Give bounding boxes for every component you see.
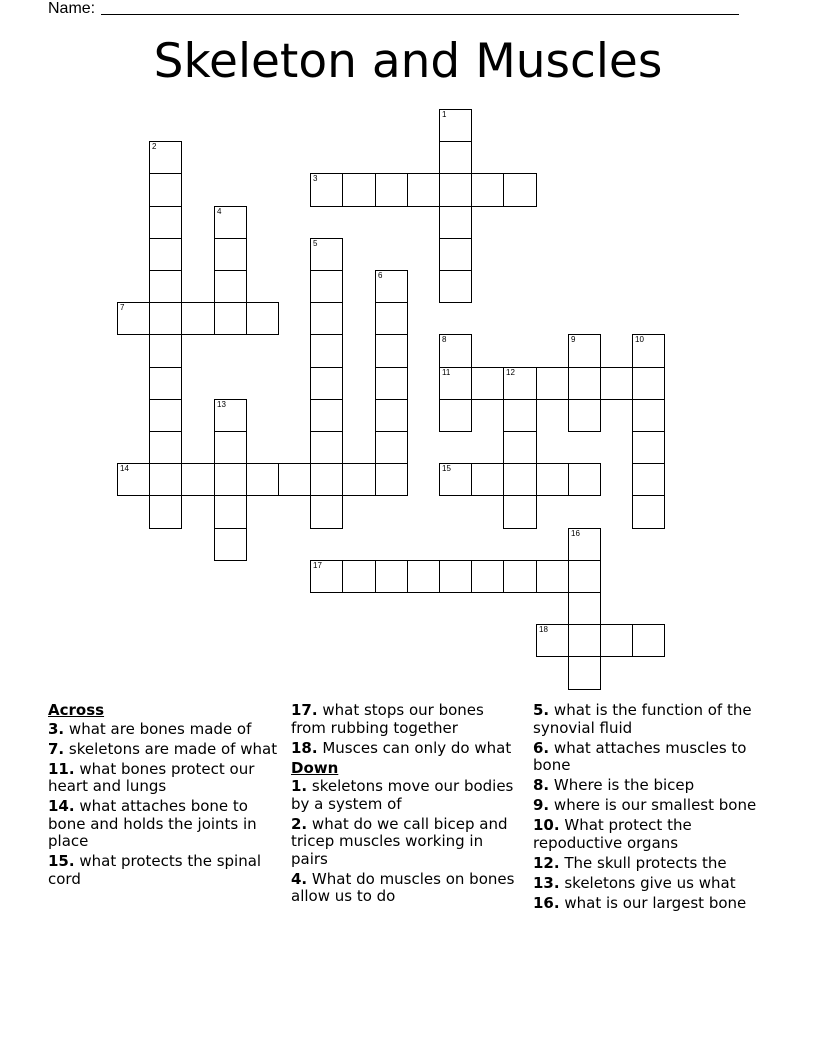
grid-cell[interactable]: [439, 463, 472, 496]
clue-down-12: 12. The skull protects the: [533, 853, 727, 872]
grid-cell[interactable]: [117, 463, 150, 496]
clue-down-5: 5. what is the function of the synovial fluid: [533, 701, 752, 737]
grid-cell[interactable]: [439, 399, 472, 432]
grid-cell[interactable]: [471, 463, 504, 496]
grid-cell[interactable]: [375, 270, 408, 303]
clue-across-11: 11. what bones protect our heart and lungs: [48, 759, 255, 795]
grid-cell[interactable]: [407, 560, 440, 593]
grid-cell[interactable]: [632, 367, 665, 400]
grid-cell[interactable]: [149, 431, 182, 464]
down-heading: Down: [291, 758, 339, 777]
grid-cell[interactable]: [503, 399, 537, 432]
grid-cell[interactable]: [149, 302, 182, 335]
grid-cell[interactable]: [471, 173, 504, 207]
clue-across-17: 17. what stops our bones from rubbing together: [291, 701, 484, 737]
grid-cell[interactable]: [214, 270, 247, 303]
grid-cell[interactable]: [310, 399, 343, 432]
clue-number: 2: [152, 142, 157, 151]
grid-cell[interactable]: [149, 238, 182, 271]
clue-number: 1: [442, 110, 447, 119]
grid-cell[interactable]: [214, 238, 247, 271]
grid-cell[interactable]: [439, 109, 472, 142]
grid-cell[interactable]: [503, 495, 537, 529]
grid-cell[interactable]: [632, 463, 665, 496]
grid-cell[interactable]: [117, 302, 150, 335]
grid-cell[interactable]: [149, 463, 182, 496]
clue-number: 11: [442, 368, 451, 377]
grid-cell[interactable]: [278, 463, 311, 496]
grid-cell[interactable]: [375, 560, 408, 593]
grid-cell[interactable]: [342, 173, 376, 207]
grid-cell[interactable]: [600, 624, 633, 657]
clue-number: 5: [313, 239, 318, 248]
clue-down-8: 8. Where is the bicep: [533, 776, 695, 794]
clue-down-9: 9. where is our smallest bone: [533, 796, 757, 814]
grid-cell[interactable]: [439, 206, 472, 239]
grid-cell[interactable]: [503, 463, 537, 496]
grid-cell[interactable]: [246, 463, 279, 496]
clue-across-3: 3. what are bones made of: [48, 719, 252, 738]
grid-cell[interactable]: [181, 463, 215, 496]
grid-cell[interactable]: [342, 463, 376, 496]
clue-column-3: [533, 702, 773, 915]
clue-across-14: 14. what attaches bone to bone and holds the joints in place: [48, 797, 257, 850]
grid-cell[interactable]: [439, 270, 472, 303]
clue-down-1: 1. skeletons move our bodies by a system of: [291, 777, 514, 813]
clue-column-2: [291, 702, 516, 908]
grid-cell[interactable]: [375, 463, 408, 496]
grid-cell[interactable]: [214, 528, 247, 561]
grid-cell[interactable]: [375, 173, 408, 207]
grid-cell[interactable]: [310, 238, 343, 271]
grid-cell[interactable]: [149, 270, 182, 303]
grid-cell[interactable]: [632, 334, 665, 368]
grid-cell[interactable]: [568, 367, 601, 400]
grid-cell[interactable]: [375, 334, 408, 368]
clue-number: 16: [571, 529, 580, 538]
grid-cell[interactable]: [375, 431, 408, 464]
grid-cell[interactable]: [503, 560, 537, 593]
grid-cell[interactable]: [568, 399, 601, 432]
grid-cell[interactable]: [310, 173, 343, 207]
grid-cell[interactable]: [632, 624, 665, 657]
grid-cell[interactable]: [310, 302, 343, 335]
grid-cell[interactable]: [439, 560, 472, 593]
grid-cell[interactable]: [568, 592, 601, 625]
clue-number: 13: [217, 400, 226, 409]
grid-cell[interactable]: [310, 367, 343, 400]
grid-cell[interactable]: [439, 238, 472, 271]
clue-number: 8: [442, 335, 447, 344]
grid-cell[interactable]: [310, 495, 343, 529]
grid-cell[interactable]: [149, 334, 182, 368]
grid-cell[interactable]: [439, 367, 472, 400]
clue-number: 12: [506, 368, 515, 377]
grid-cell[interactable]: [214, 463, 247, 496]
grid-cell[interactable]: [439, 141, 472, 174]
grid-cell[interactable]: [632, 495, 665, 529]
grid-cell[interactable]: [536, 560, 569, 593]
clue-across-7: 7. skeletons are made of what: [48, 739, 278, 758]
grid-cell[interactable]: [375, 399, 408, 432]
grid-cell[interactable]: [246, 302, 279, 335]
grid-cell[interactable]: [310, 431, 343, 464]
grid-cell[interactable]: [375, 302, 408, 335]
grid-cell[interactable]: [503, 431, 537, 464]
clue-number: 9: [571, 335, 576, 344]
grid-cell[interactable]: [568, 463, 601, 496]
clue-down-10: 10. What protect the repoductive organs: [533, 816, 692, 852]
grid-cell[interactable]: [310, 270, 343, 303]
grid-cell[interactable]: [600, 367, 633, 400]
grid-cell[interactable]: [407, 173, 440, 207]
clue-down-16: 16. what is our largest bone: [533, 893, 747, 912]
grid-cell[interactable]: [471, 560, 504, 593]
clue-number: 15: [442, 464, 451, 473]
grid-cell[interactable]: [214, 399, 247, 432]
clue-number: 10: [635, 335, 644, 344]
clue-down-2: 2. what do we call bicep and tricep muscles working in pairs: [291, 814, 508, 868]
grid-cell[interactable]: [149, 399, 182, 432]
clue-column-1: [48, 702, 280, 891]
grid-cell[interactable]: [503, 367, 537, 400]
clue-down-6: 6. what attaches muscles to bone: [533, 738, 747, 774]
grid-cell[interactable]: [181, 302, 215, 335]
clue-number: 18: [539, 625, 548, 634]
grid-cell[interactable]: [214, 206, 247, 239]
grid-cell[interactable]: [375, 367, 408, 400]
grid-cell[interactable]: [214, 302, 247, 335]
grid-cell[interactable]: [536, 463, 569, 496]
clue-across-18: 18. Musces can only do what: [291, 738, 512, 757]
clue-across-15: 15. what protects the spinal cord: [48, 852, 262, 888]
grid-cell[interactable]: [310, 334, 343, 368]
grid-cell[interactable]: [568, 334, 601, 368]
grid-cell[interactable]: [149, 206, 182, 239]
clue-number: 17: [313, 561, 322, 570]
across-heading: Across: [48, 701, 105, 719]
grid-cell[interactable]: [439, 334, 472, 368]
clue-number: 14: [120, 464, 129, 473]
clue-down-4: 4. What do muscles on bones allow us to do: [291, 869, 515, 905]
clue-number: 6: [378, 271, 383, 280]
grid-cell[interactable]: [149, 141, 182, 174]
grid-cell[interactable]: [310, 463, 343, 496]
grid-cell[interactable]: [536, 624, 569, 657]
grid-cell[interactable]: [342, 560, 376, 593]
grid-cell[interactable]: [214, 495, 247, 529]
grid-cell[interactable]: [214, 431, 247, 464]
grid-cell[interactable]: [149, 173, 182, 207]
clue-down-13: 13. skeletons give us what: [533, 873, 736, 892]
grid-cell[interactable]: [568, 656, 601, 690]
grid-cell[interactable]: [471, 367, 504, 400]
page-title: Skeleton and Muscles: [153, 34, 663, 89]
grid-cell[interactable]: [536, 367, 569, 400]
grid-cell[interactable]: [632, 431, 665, 464]
grid-cell[interactable]: [568, 528, 601, 561]
grid-cell[interactable]: [632, 399, 665, 432]
clue-number: 7: [120, 303, 125, 312]
grid-cell[interactable]: [503, 173, 537, 207]
grid-cell[interactable]: [149, 495, 182, 529]
grid-cell[interactable]: [149, 367, 182, 400]
grid-cell[interactable]: [568, 560, 601, 593]
grid-cell[interactable]: [310, 560, 343, 593]
name-label: Name:: [48, 0, 96, 17]
grid-cell[interactable]: [439, 173, 472, 207]
clue-number: 4: [217, 207, 222, 216]
grid-cell[interactable]: [568, 624, 601, 657]
clue-number: 3: [313, 174, 318, 183]
